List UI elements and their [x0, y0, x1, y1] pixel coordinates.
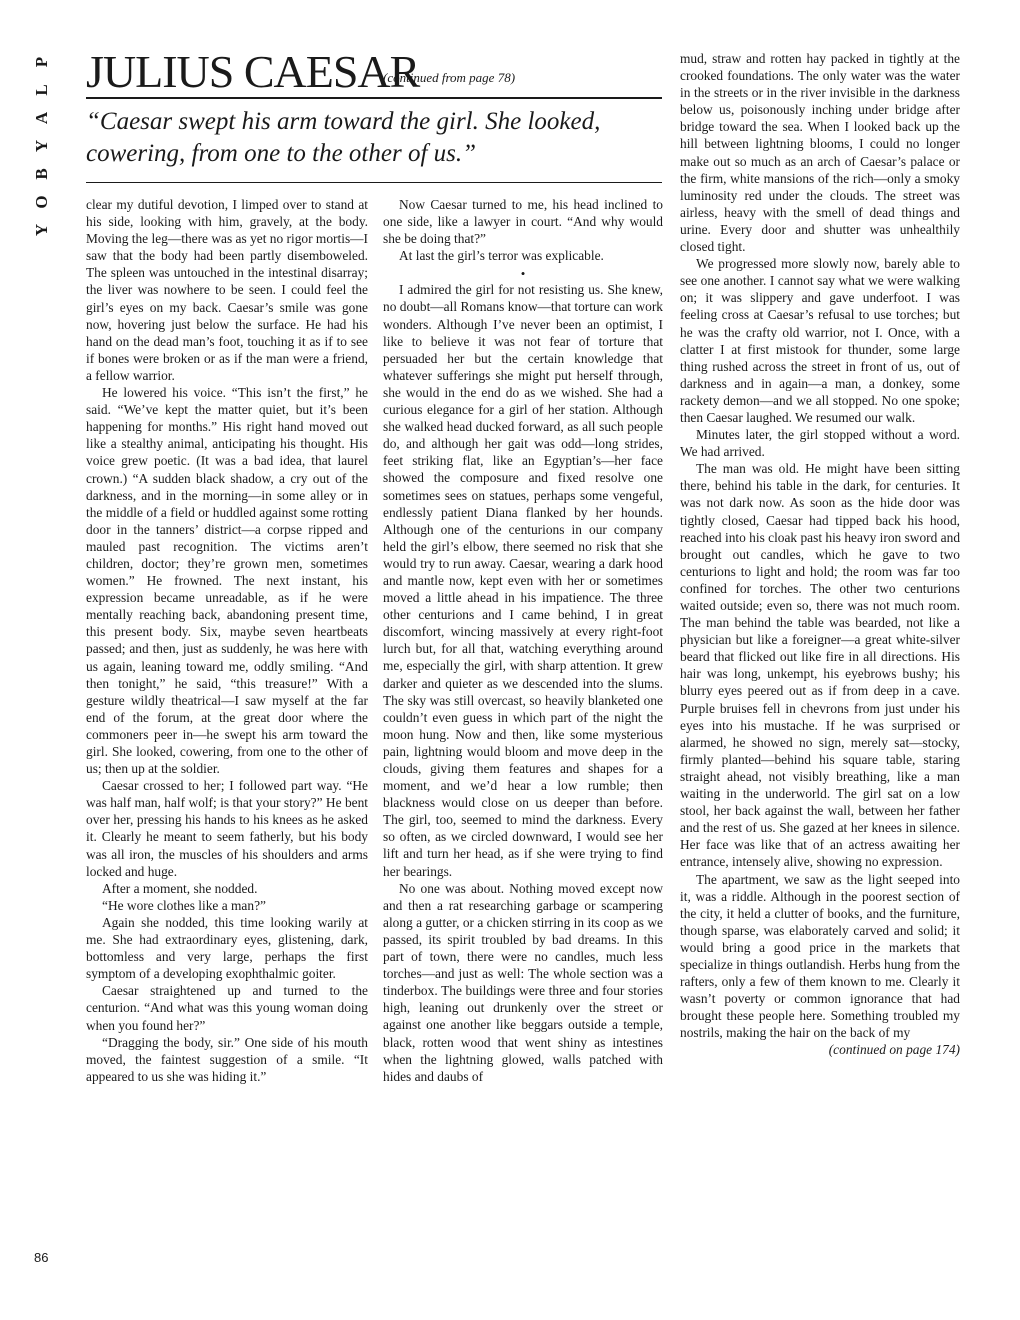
magazine-brand-vertical: [30, 48, 54, 244]
body-paragraph: We progressed more slowly now, barely able to see one another. I cannot say what we were walking on; it was slippery and gave underfoot. I was feeling cross at Caesar’s refusal to use torches; but he was the crafty old warrior, not I. Once, with a clatter I at first mistook for thunder, some large thing rushed across the street in front of us, out of darkness and in again—a man, a donkey, some rackety demon—and we all stopped. No one spoke; then Caesar laughed. We resumed our walk.: [680, 256, 960, 425]
body-paragraph: “He wore clothes like a man?”: [102, 897, 266, 913]
column-3-paragraphs: [680, 50, 960, 1041]
text-column-1: [86, 196, 368, 1085]
brand-letter: Y: [32, 223, 51, 237]
body-paragraph: mud, straw and rotten hay packed in tightly at the crooked foundations. The only water was the water in the streets or in the river invisible in the darkness below us, poisonously inching under bridge after bridge toward the sea. When I looked back up the hill between lightning blooms, I could no longer make out so much as an arch of Caesar’s palace or the firm, white mansions of the rich—only a smoky luminosity red under the clouds. The street was airless, heavy with the smell of dead things and urine. Every door and shutter was unhealthily closed tight.: [680, 51, 960, 255]
column-2-bottom-paragraphs: [383, 281, 663, 1084]
continued-from-note: (continued from page 78): [383, 70, 516, 85]
pull-quote-rule: [86, 182, 662, 183]
brand-letter: B: [32, 168, 51, 180]
body-paragraph: Minutes later, the girl stopped without a word. We had arrived.: [680, 427, 960, 460]
body-paragraph: No one was about. Nothing moved except now and then a rat researching garbage or scampering along a gutter, or a chicken stirring in its coop as we passed, its spirit troubled by bad dreams. In this part of town, there were no candles, much less torches—and just as well: The whole section was a tinderbox. The buildings were three and four stories high, leaning out drunkenly over the street or against one another like beggars outside a temple, black, rotten wood that went shiny as intestines when the lightning glowed, walls patched with hides and daubs of: [383, 880, 663, 1084]
body-paragraph: He lowered his voice. “This isn’t the first,” he said. “We’ve kept the matter quiet, but it’s been happening for months.” His right hand moved out like a stealthy animal, anticipating his thought. His voice grew poetic. (It was a bad idea, that laurel crown.) “A sudden black shadow, a cry out of the darkness, and in the morning—in some alley or in the middle of a field or huddled against some rotting door in the tanners’ district—a corpse ripped and mauled past recognition. The victims aren’t children, doctor; they’re grown men, sometimes women.” He frowned. The next instant, his expression became unreadable, as if he were mentally reaching back, abandoning present time, this present body. Six, maybe seven heartbeats passed; and then, just as suddenly, he was here with us again, leaning toward me, oddly smiling. “And then tonight,” he said, “this treasure!” With a gesture wildly theatrical—I saw myself at the far end of the forum, at the great door where the commoners peer in—he swept his arm toward the girl. She looked, cowering, from one to the other of us; then up at the soldier.: [86, 385, 368, 777]
body-paragraph: Caesar straightened up and turned to the centurion. “And what was this young woman doing when you found her?”: [86, 983, 368, 1033]
body-paragraph: clear my dutiful devotion, I limped over to stand at his side, looking with him, gravely, at the body. Moving the leg—there was as yet no rigor mortis—I saw that the body had been partly disemboweled. The spleen was untouched in the intestinal disarray; the liver was nowhere to be seen. I could feel the girl’s eyes on my back. Caesar’s smile was gone now, hovering just below the surface. He had his hand on the dead man’s foot, touching it as if to see if bones were broken or as if the man were a friend, a fellow warrior.: [86, 197, 368, 383]
body-paragraph: Now Caesar turned to me, his head inclined to one side, like a lawyer in court. “And why would she be doing that?”: [383, 197, 663, 247]
page-number: 86: [34, 1250, 49, 1265]
body-paragraph: After a moment, she nodded.: [102, 880, 258, 896]
section-break-bullet: •: [520, 266, 526, 282]
body-paragraph: At last the girl’s terror was explicable.: [399, 248, 604, 264]
body-paragraph: “Dragging the body, sir.” One side of his mouth moved, the faintest suggestion of a smile. “It appeared to us she was hiding it.”: [86, 1034, 368, 1084]
body-paragraph: The man was old. He might have been sitting there, behind his table in the dark, for centuries. It was not dark now. As soon as the hide door was tightly closed, Caesar had tipped back his hood, reached into his cloak past his heavy iron sword and brought out candles, which he gave to two centurions to light and hold; the room was far too confined for torches. The other two centurions waited outside; even so, there was not much room. The man behind the table was bearded, not like a physician but like a foreigner—a great white-silver beard that flicked out like fire in all directions. His hair was long, unkempt, his eyebrows bushy; his blurry eyes peered out as if from deep in a cave. Purple bruises fell in chevrons from just under his eyes into his mustache. If he was surprised or alarmed, he showed no sign, merely sat—stocky, firmly planted—behind his square table, staring straight ahead, not visibly breathing, like a man waiting in the underworld. The girl sat on a low stool, her back against the wall, between her father and the rest of us. She gazed at her knees in silence. Her face was like that of an actress awaiting her entrance, intensely alive, showing no expression.: [680, 461, 961, 870]
article-title: JULIUS CAESAR: [86, 46, 420, 97]
body-paragraph: Again she nodded, this time looking warily at me. She had extraordinary eyes, glistening, dark, bottomless and very large, perhaps the first symptom of a developing exophthalmic goiter.: [86, 914, 368, 982]
text-column-3: [680, 50, 960, 1059]
continued-on-note: (continued on page 174): [828, 1042, 960, 1058]
brand-letter: A: [32, 111, 51, 125]
text-column-2: [383, 196, 663, 1085]
body-paragraph: I admired the girl for not resisting us. She knew, no doubt—all Romans know—that torture can work wonders. Although I’ve never been an optimist, I like to believe it was not fear of torture that persuaded her but the certain knowledge that whatever sufferings she might put herself through, she would in the end do as we wished. She had a curious elegance for a girl of her station. Although she walked head ducked forward, as all such people do, and although her gait was odd—long strides, feet striking flat, like an Egyptian’s—her face showed the composure and fixed resolve one sometimes sees on statues, perhaps some vengeful, endlessly patient Diana flanked by her hounds. Although one of the centurions in our company held the girl’s elbow, there seemed no risk that she would try to run away. Caesar, wearing a dark hood and mantle now, kept even with her or sometimes moved a little ahead in his impatience. The three other centurions and I came behind, I in great discomfort, wincing massively at every right-foot lurch but, for all that, watching everything around me, especially the girl, with sharp attention. It grew darker and quieter as we descended into the slums. The sky was still overcast, so heavily blanketed one couldn’t even guess in which part of the night the moon hung. Now and then, like some mysterious pain, lightning would bloom and move deep in the clouds, giving them features and shapes for a moment, and we’d hear a low rumble; then blackness would close on us deeper than before. The girl, too, seemed to mind the darkness. Every so often, as we circled downward, I would see her lift and turn her head, as if she were trying to find her bearings.: [383, 282, 663, 879]
title-rule: [86, 97, 662, 99]
brand-letter: L: [32, 84, 51, 96]
pull-quote: “Caesar swept his arm toward the girl. She looked, cowering, from one to the other of us.”: [86, 108, 601, 167]
brand-letter: Y: [32, 139, 51, 153]
body-paragraph: Caesar crossed to her; I followed part way. “He was half man, half wolf; is that your story?” He bent over her, pressing his hands to his knees as he asked it. Clearly he meant to seem fatherly, but his body was all iron, the muscles of his shoulders and arms locked and huge.: [86, 778, 368, 879]
brand-letter: P: [32, 56, 51, 68]
body-paragraph: The apartment, we saw as the light seeped into it, was a riddle. Although in the poorest section of the city, it held a clutter of books, and the furniture, though sparse, was elaborately carved and solid; it would bring a good price in the markets that specialize in things outlandish. Herbs hung from the rafters, only a few of them known to me. Clearly it wasn’t poverty or common ignorance that had brought these people here. Something troubled my nostrils, making the hair on the back of my: [680, 871, 960, 1041]
column-2-top-paragraphs: [383, 196, 663, 264]
brand-letter: O: [32, 195, 51, 209]
